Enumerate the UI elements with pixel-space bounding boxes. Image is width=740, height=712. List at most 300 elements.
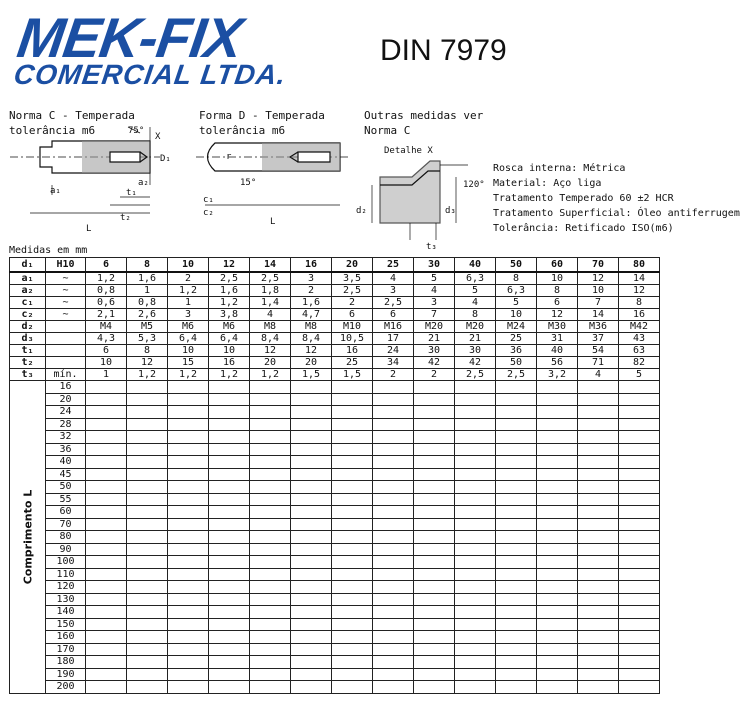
empty-cell [127, 456, 168, 469]
table-row [10, 272, 660, 285]
empty-cell [496, 593, 537, 606]
empty-cell [619, 681, 660, 694]
empty-cell [250, 643, 291, 656]
empty-cell [168, 518, 209, 531]
table-cell: 12 [619, 285, 660, 297]
length-value: 120 [46, 581, 86, 594]
empty-cell [455, 393, 496, 406]
empty-cell [250, 456, 291, 469]
empty-cell [373, 456, 414, 469]
table-row [10, 321, 660, 333]
empty-cell [86, 643, 127, 656]
empty-cell [537, 418, 578, 431]
empty-cell [86, 581, 127, 594]
table-cell: 8,4 [250, 333, 291, 345]
empty-cell [127, 393, 168, 406]
empty-cell [291, 431, 332, 444]
empty-cell [332, 643, 373, 656]
length-value: 180 [46, 656, 86, 669]
empty-cell [578, 431, 619, 444]
table-cell: 1 [127, 285, 168, 297]
empty-cell [414, 606, 455, 619]
empty-cell [86, 506, 127, 519]
empty-cell [619, 568, 660, 581]
empty-cell [496, 506, 537, 519]
row-tolerance: ~ [46, 285, 86, 297]
empty-cell [537, 456, 578, 469]
length-row [10, 518, 660, 531]
table-cell: 1,6 [127, 272, 168, 285]
empty-cell [455, 593, 496, 606]
empty-cell [332, 631, 373, 644]
empty-cell [619, 406, 660, 419]
empty-cell [291, 568, 332, 581]
empty-cell [578, 381, 619, 394]
empty-cell [496, 381, 537, 394]
empty-cell [291, 406, 332, 419]
table-cell: M5 [127, 321, 168, 333]
table-cell: 6,4 [168, 333, 209, 345]
length-value: 20 [46, 393, 86, 406]
table-cell: 1,2 [86, 272, 127, 285]
empty-cell [209, 668, 250, 681]
empty-cell [168, 531, 209, 544]
empty-cell [291, 506, 332, 519]
empty-cell [332, 556, 373, 569]
empty-cell [168, 643, 209, 656]
length-value: 100 [46, 556, 86, 569]
empty-cell [619, 481, 660, 494]
table-cell: 1 [86, 369, 127, 381]
empty-cell [332, 543, 373, 556]
empty-cell [250, 681, 291, 694]
table-cell: 50 [496, 357, 537, 369]
table-cell: 4 [455, 297, 496, 309]
empty-cell [373, 556, 414, 569]
length-row [10, 406, 660, 419]
empty-cell [127, 681, 168, 694]
table-row [10, 333, 660, 345]
table-cell: 30 [414, 345, 455, 357]
table-row [10, 357, 660, 369]
table-cell: 54 [578, 345, 619, 357]
empty-cell [209, 681, 250, 694]
empty-cell [537, 431, 578, 444]
empty-cell [332, 456, 373, 469]
empty-cell [250, 418, 291, 431]
empty-cell [455, 443, 496, 456]
empty-cell [496, 631, 537, 644]
diagram-x-t3-label: t₃ [426, 242, 437, 252]
header-size: 25 [373, 258, 414, 273]
empty-cell [578, 456, 619, 469]
length-value: 24 [46, 406, 86, 419]
empty-cell [86, 443, 127, 456]
empty-cell [209, 518, 250, 531]
empty-cell [332, 393, 373, 406]
length-value: 55 [46, 493, 86, 506]
diagram-c-a1-label: a₁ [50, 186, 61, 196]
empty-cell [209, 468, 250, 481]
empty-cell [537, 506, 578, 519]
empty-cell [455, 668, 496, 681]
empty-cell [373, 668, 414, 681]
length-row [10, 681, 660, 694]
empty-cell [455, 556, 496, 569]
empty-cell [496, 681, 537, 694]
table-cell: 5 [455, 285, 496, 297]
empty-cell [414, 593, 455, 606]
empty-cell [86, 668, 127, 681]
empty-cell [578, 593, 619, 606]
empty-cell [455, 568, 496, 581]
empty-cell [455, 481, 496, 494]
row-tolerance [46, 357, 86, 369]
empty-cell [578, 568, 619, 581]
diagram-c-a2-label: a₂ [138, 178, 149, 188]
empty-cell [209, 631, 250, 644]
length-row [10, 656, 660, 669]
empty-cell [291, 493, 332, 506]
spec-tolerance: Tolerância: Retificado ISO(m6) [493, 223, 674, 234]
empty-cell [496, 456, 537, 469]
empty-cell [332, 681, 373, 694]
table-cell: 4,7 [291, 309, 332, 321]
row-symbol: a₁ [10, 272, 46, 285]
table-cell: 3 [414, 297, 455, 309]
diagram-c-l-label: L [86, 224, 92, 234]
table-cell: M36 [578, 321, 619, 333]
empty-cell [455, 506, 496, 519]
table-cell: 8 [496, 272, 537, 285]
length-row [10, 468, 660, 481]
empty-cell [537, 468, 578, 481]
table-cell: 3,8 [209, 309, 250, 321]
empty-cell [168, 431, 209, 444]
empty-cell [414, 568, 455, 581]
diagram-x-d2-label: d₂ [356, 206, 367, 216]
empty-cell [578, 643, 619, 656]
empty-cell [619, 631, 660, 644]
empty-cell [496, 393, 537, 406]
length-value: 160 [46, 631, 86, 644]
table-cell: 7 [414, 309, 455, 321]
length-row [10, 581, 660, 594]
empty-cell [250, 656, 291, 669]
diagram-c-x-label: X [155, 132, 161, 142]
table-cell: M24 [496, 321, 537, 333]
table-cell: 1 [168, 297, 209, 309]
empty-cell [455, 406, 496, 419]
empty-cell [414, 656, 455, 669]
table-row [10, 345, 660, 357]
empty-cell [455, 618, 496, 631]
empty-cell [619, 556, 660, 569]
table-cell: 1,5 [332, 369, 373, 381]
length-value: 40 [46, 456, 86, 469]
header-size: 6 [86, 258, 127, 273]
diagram-x-subtitle: Norma C [364, 124, 411, 137]
table-cell: 40 [537, 345, 578, 357]
table-cell: 43 [619, 333, 660, 345]
empty-cell [455, 643, 496, 656]
empty-cell [168, 381, 209, 394]
empty-cell [168, 506, 209, 519]
diagram-d-c1-label: c₁ [203, 195, 214, 205]
empty-cell [373, 418, 414, 431]
empty-cell [250, 493, 291, 506]
table-cell: M6 [168, 321, 209, 333]
empty-cell [209, 506, 250, 519]
table-cell: 2 [291, 285, 332, 297]
empty-cell [619, 493, 660, 506]
table-cell: M8 [250, 321, 291, 333]
empty-cell [619, 381, 660, 394]
length-value: 130 [46, 593, 86, 606]
empty-cell [537, 393, 578, 406]
empty-cell [332, 381, 373, 394]
empty-cell [619, 543, 660, 556]
empty-cell [496, 418, 537, 431]
empty-cell [537, 681, 578, 694]
empty-cell [373, 381, 414, 394]
diagram-c-title: Norma C - Temperada [9, 109, 135, 122]
table-cell: 2 [332, 297, 373, 309]
empty-cell [373, 531, 414, 544]
empty-cell [86, 468, 127, 481]
empty-cell [86, 681, 127, 694]
length-value: 90 [46, 543, 86, 556]
table-cell: 25 [496, 333, 537, 345]
empty-cell [291, 681, 332, 694]
length-value: 190 [46, 668, 86, 681]
empty-cell [373, 618, 414, 631]
length-value: 170 [46, 643, 86, 656]
empty-cell [496, 443, 537, 456]
empty-cell [619, 456, 660, 469]
empty-cell [291, 468, 332, 481]
unit-note: Medidas em mm [9, 245, 88, 256]
length-row [10, 631, 660, 644]
empty-cell [332, 593, 373, 606]
empty-cell [86, 606, 127, 619]
table-cell: 2,5 [373, 297, 414, 309]
empty-cell [414, 518, 455, 531]
empty-cell [373, 406, 414, 419]
empty-cell [127, 593, 168, 606]
spec-material: Material: Aço liga [493, 178, 602, 189]
empty-cell [127, 606, 168, 619]
empty-cell [250, 543, 291, 556]
table-cell: 6,3 [496, 285, 537, 297]
length-row [10, 456, 660, 469]
standard-title: DIN 7979 [380, 34, 507, 67]
table-header-row [10, 258, 660, 273]
brand-logo [10, 8, 310, 88]
empty-cell [291, 618, 332, 631]
table-cell: 4 [250, 309, 291, 321]
empty-cell [250, 606, 291, 619]
empty-cell [414, 456, 455, 469]
empty-cell [578, 631, 619, 644]
empty-cell [414, 556, 455, 569]
empty-cell [332, 668, 373, 681]
table-cell: 20 [250, 357, 291, 369]
diagram-forma-d [196, 143, 350, 205]
empty-cell [332, 568, 373, 581]
empty-cell [291, 656, 332, 669]
empty-cell [496, 468, 537, 481]
empty-cell [578, 493, 619, 506]
empty-cell [291, 631, 332, 644]
empty-cell [127, 468, 168, 481]
empty-cell [496, 643, 537, 656]
table-cell: 1,4 [250, 297, 291, 309]
empty-cell [578, 556, 619, 569]
table-cell: 16 [619, 309, 660, 321]
table-cell: 1,2 [168, 369, 209, 381]
empty-cell [496, 568, 537, 581]
table-cell: 4 [373, 272, 414, 285]
empty-cell [578, 656, 619, 669]
table-cell: 1,2 [209, 369, 250, 381]
table-cell: 12 [578, 272, 619, 285]
empty-cell [619, 506, 660, 519]
empty-cell [619, 418, 660, 431]
length-axis-label: Comprimento L [21, 489, 34, 585]
empty-cell [578, 543, 619, 556]
diagram-d-r-label: r [226, 152, 232, 162]
diagram-c-angle: 75° [128, 126, 145, 136]
empty-cell [250, 481, 291, 494]
empty-cell [373, 431, 414, 444]
empty-cell [250, 556, 291, 569]
empty-cell [250, 593, 291, 606]
empty-cell [537, 593, 578, 606]
empty-cell [86, 656, 127, 669]
empty-cell [209, 493, 250, 506]
table-cell: 1,6 [291, 297, 332, 309]
table-cell: 71 [578, 357, 619, 369]
table-cell: 2,5 [496, 369, 537, 381]
empty-cell [250, 506, 291, 519]
empty-cell [127, 668, 168, 681]
empty-cell [537, 618, 578, 631]
diagram-d-subtitle: tolerância m6 [199, 124, 286, 137]
table-cell: 1,2 [250, 369, 291, 381]
length-value: 45 [46, 468, 86, 481]
empty-cell [168, 393, 209, 406]
length-row [10, 381, 660, 394]
empty-cell [537, 518, 578, 531]
table-cell: 2,5 [250, 272, 291, 285]
empty-cell [414, 543, 455, 556]
table-row [10, 369, 660, 381]
empty-cell [168, 568, 209, 581]
header-size: 40 [455, 258, 496, 273]
header-size: 80 [619, 258, 660, 273]
table-cell: 34 [373, 357, 414, 369]
table-cell: 10 [168, 345, 209, 357]
header-size: 60 [537, 258, 578, 273]
empty-cell [209, 606, 250, 619]
empty-cell [537, 668, 578, 681]
empty-cell [373, 568, 414, 581]
empty-cell [455, 418, 496, 431]
table-cell: 2 [168, 272, 209, 285]
empty-cell [455, 431, 496, 444]
length-row [10, 556, 660, 569]
empty-cell [332, 618, 373, 631]
empty-cell [168, 468, 209, 481]
empty-cell [455, 493, 496, 506]
empty-cell [496, 556, 537, 569]
empty-cell [373, 631, 414, 644]
table-cell: 1,2 [127, 369, 168, 381]
row-symbol: t₁ [10, 345, 46, 357]
empty-cell [619, 581, 660, 594]
empty-cell [209, 431, 250, 444]
table-cell: 12 [291, 345, 332, 357]
empty-cell [619, 393, 660, 406]
empty-cell [250, 468, 291, 481]
empty-cell [414, 431, 455, 444]
table-cell: 14 [578, 309, 619, 321]
empty-cell [619, 593, 660, 606]
diagram-c-subtitle: tolerância m6 [9, 124, 96, 137]
table-cell: M42 [619, 321, 660, 333]
table-cell: 5,3 [127, 333, 168, 345]
empty-cell [455, 631, 496, 644]
empty-cell [209, 593, 250, 606]
header-size: 20 [332, 258, 373, 273]
table-cell: 36 [496, 345, 537, 357]
table-cell: 4 [414, 285, 455, 297]
empty-cell [127, 568, 168, 581]
header-size: 30 [414, 258, 455, 273]
empty-cell [168, 481, 209, 494]
table-cell: 6 [332, 309, 373, 321]
empty-cell [291, 443, 332, 456]
length-value: 28 [46, 418, 86, 431]
table-cell: 2,5 [332, 285, 373, 297]
empty-cell [168, 556, 209, 569]
empty-cell [496, 493, 537, 506]
length-row [10, 618, 660, 631]
header-size: 70 [578, 258, 619, 273]
empty-cell [291, 531, 332, 544]
empty-cell [373, 681, 414, 694]
row-symbol: a₂ [10, 285, 46, 297]
empty-cell [578, 506, 619, 519]
empty-cell [291, 643, 332, 656]
empty-cell [250, 518, 291, 531]
length-row [10, 593, 660, 606]
table-cell: 3,5 [332, 272, 373, 285]
length-value: 150 [46, 618, 86, 631]
empty-cell [332, 581, 373, 594]
length-row [10, 493, 660, 506]
table-cell: 6,4 [209, 333, 250, 345]
empty-cell [86, 493, 127, 506]
empty-cell [209, 643, 250, 656]
empty-cell [291, 393, 332, 406]
table-cell: 5 [619, 369, 660, 381]
empty-cell [127, 493, 168, 506]
table-cell: 42 [414, 357, 455, 369]
empty-cell [250, 393, 291, 406]
empty-cell [414, 531, 455, 544]
